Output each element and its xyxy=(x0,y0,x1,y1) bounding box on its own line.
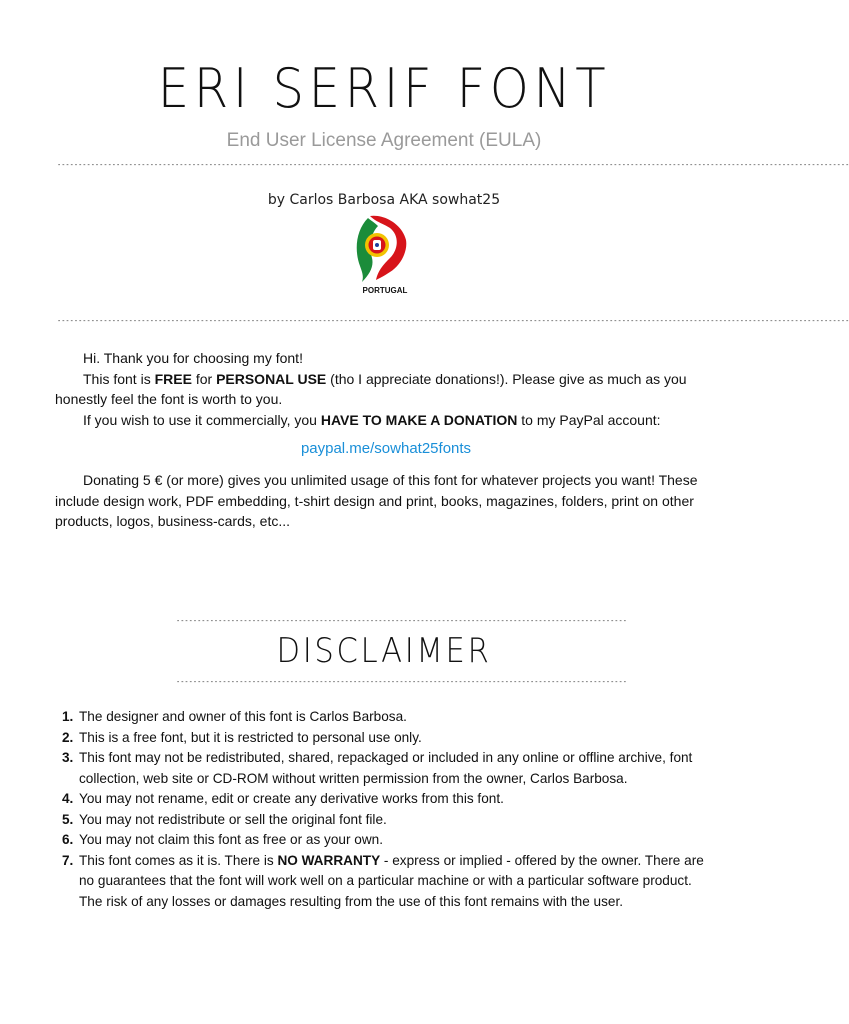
rule-item xyxy=(62,830,717,851)
rule-text: You may not redistribute or sell the original font file. xyxy=(79,811,387,827)
portugal-logo-icon xyxy=(350,214,420,286)
portugal-logo xyxy=(350,214,420,300)
free-emphasis: FREE xyxy=(154,370,192,387)
rule-text: This is a free font, but it is restricted to personal use only. xyxy=(79,729,422,745)
rule-text: This font may not be redistributed, shared, repackaged or included in any online or offline archive, font collection, web site or CD-ROM without written permission from the owner, Carlos Barbosa. xyxy=(79,750,693,786)
document-subtitle: End User License Agreement (EULA) xyxy=(226,130,542,151)
greeting-text: Hi. Thank you for choosing my font! xyxy=(83,350,303,366)
rule-text: You may not rename, edit or create any derivative works from this font. xyxy=(79,791,504,806)
commercial-text-2: to my PayPal account: xyxy=(517,411,661,428)
document-title: ERI SERIF FONT xyxy=(157,57,611,120)
rule-number: 4. xyxy=(62,791,74,806)
commercial-paragraph xyxy=(55,410,717,431)
rule-item xyxy=(62,728,717,749)
license-text-3: (tho I appreciate donations!). Please give as much as you honestly feel the font is worth to you. xyxy=(55,370,687,407)
rule-number: 5. xyxy=(62,811,74,827)
rule-number: 1. xyxy=(62,709,74,724)
rule-number: 2. xyxy=(62,729,74,745)
personal-use-emphasis: PERSONAL USE xyxy=(216,370,327,387)
rule-number: 6. xyxy=(62,832,74,847)
license-text-2: for xyxy=(191,370,217,387)
author-byline: by Carlos Barbosa AKA sowhat25 xyxy=(267,192,501,208)
rule-item xyxy=(62,851,717,913)
separator-middle: -------------------------------------------------------------------------------------------------------------------------------------------------------------------------------------------- xyxy=(57,317,849,325)
license-paragraph xyxy=(55,369,717,410)
commercial-text-1: If you wish to use it commercially, you xyxy=(83,411,321,428)
rule-text: You may not claim this font as free or as your own. xyxy=(79,832,383,847)
rule-item xyxy=(62,748,717,789)
rule-item xyxy=(62,789,717,810)
separator-disclaimer-top: ----------------------------------------------------------------------------------------------------------- xyxy=(176,617,627,625)
rule-item xyxy=(62,810,717,831)
separator-top: -------------------------------------------------------------------------------------------------------------------------------------------------------------------------------------------- xyxy=(57,161,849,169)
donation-paragraph: Donating 5 € (or more) gives you unlimited usage of this font for whatever projects you want! These include design work, PDF embedding, t-shirt design and print, books, magazines, folders, print on other products, logos, business-cards, etc... xyxy=(55,472,698,529)
donation-emphasis: HAVE TO MAKE A DONATION xyxy=(320,411,518,428)
no-warranty-emphasis: NO WARRANTY xyxy=(277,852,381,868)
intro-section xyxy=(55,348,717,532)
license-text-1: This font is xyxy=(83,370,155,387)
rule-number: 3. xyxy=(62,750,74,765)
rule-text: The designer and owner of this font is Carlos Barbosa. xyxy=(79,709,407,724)
paypal-link[interactable]: paypal.me/sowhat25fonts xyxy=(300,440,472,457)
disclaimer-rules-list xyxy=(62,707,717,912)
rule-text-continued: - express or implied - offered by the owner. There are no guarantees that the font will work well on a particular machine or with a particular software product. The risk of any losses or damages resulting from the use of this font remains with the user. xyxy=(79,852,704,909)
rule-number: 7. xyxy=(62,852,74,868)
rule-text: This font comes as it is. There is xyxy=(79,852,278,868)
separator-disclaimer-bottom: ----------------------------------------------------------------------------------------------------------- xyxy=(176,678,627,686)
logo-caption: PORTUGAL xyxy=(362,286,408,295)
disclaimer-title: DISCLAIMER xyxy=(276,631,492,671)
rule-item xyxy=(62,707,717,728)
